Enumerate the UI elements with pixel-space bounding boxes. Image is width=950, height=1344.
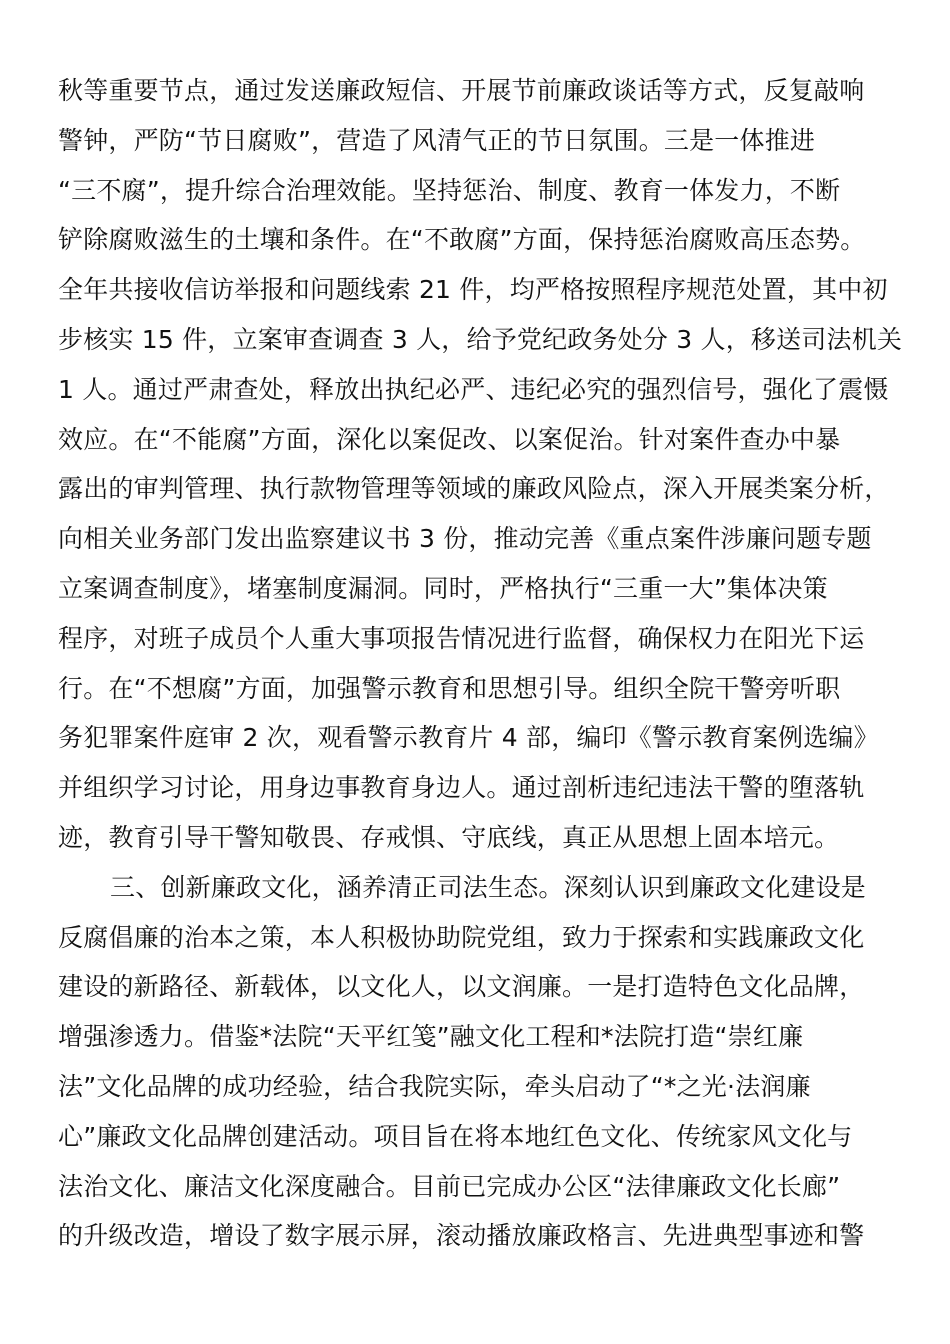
text-line: 警钟，严防“节日腐败”，营造了风清气正的节日氛围。三是一体推进 [58, 125, 816, 155]
text-line: 迹，教育引导干警知敬畏、存戒惧、守底线，真正从思想上固本培元。 [58, 822, 840, 852]
text-line: 向相关业务部门发出监察建议书 3 份，推动完善《重点案件涉廉问题专题 [58, 524, 872, 554]
text-line: 反腐倡廉的治本之策，本人积极协助院党组，致力于探索和实践廉政文化 [58, 922, 865, 952]
section-heading-line: 三、创新廉政文化，涵养清正司法生态。深刻认识到廉政文化建设是 [110, 872, 867, 902]
text-line: 法”文化品牌的成功经验，结合我院实际，牵头启动了“*之光·法润廉 [58, 1071, 811, 1101]
text-line: 并组织学习讨论，用身边事教育身边人。通过剖析违纪违法干警的堕落轨 [58, 773, 865, 803]
text-line: 的升级改造，增设了数字展示屏，滚动播放廉政格言、先进典型事迹和警 [58, 1221, 865, 1251]
text-line: 露出的审判管理、执行款物管理等领域的廉政风险点，深入开展类案分析， [58, 474, 890, 504]
document-body [58, 66, 903, 1261]
text-line: 程序，对班子成员个人重大事项报告情况进行监督，确保权力在阳光下运 [58, 623, 865, 653]
text-line: 建设的新路径、新载体，以文化人，以文润廉。一是打造特色文化品牌， [58, 972, 865, 1002]
text-line: 法治文化、廉洁文化深度融合。目前已完成办公区“法律廉政文化长廊” [58, 1171, 841, 1201]
text-line: 务犯罪案件庭审 2 次，观看警示教育片 4 部，编印《警示教育案例选编》 [58, 723, 879, 753]
text-line: 1 人。通过严肃查处，释放出执纪必严、违纪必究的强烈信号，强化了震慑 [58, 374, 889, 404]
text-line: 铲除腐败滋生的土壤和条件。在“不敢腐”方面，保持惩治腐败高压态势。 [58, 225, 866, 255]
text-line: 立案调查制度》，堵塞制度漏洞。同时，严格执行“三重一大”集体决策 [58, 573, 828, 603]
text-line: 增强渗透力。借鉴*法院“天平红笺”融文化工程和*法院打造“崇红廉 [58, 1022, 804, 1052]
text-line: 效应。在“不能腐”方面，深化以案促改、以案促治。针对案件查办中暴 [58, 424, 841, 454]
text-line: 秋等重要节点，通过发送廉政短信、开展节前廉政谈话等方式，反复敲响 [58, 76, 865, 105]
text-line: 行。在“不想腐”方面，加强警示教育和思想引导。组织全院干警旁听职 [58, 673, 841, 703]
text-line: “三不腐”，提升综合治理效能。坚持惩治、制度、教育一体发力，不断 [58, 175, 841, 205]
text-line: 步核实 15 件，立案审查调查 3 人，给予党纪政务处分 3 人，移送司法机关 [58, 324, 903, 354]
text-line: 全年共接收信访举报和问题线索 21 件，均严格按照程序规范处置，其中初 [58, 275, 888, 305]
text-line: 心”廉政文化品牌创建活动。项目旨在将本地红色文化、传统家风文化与 [58, 1121, 853, 1151]
